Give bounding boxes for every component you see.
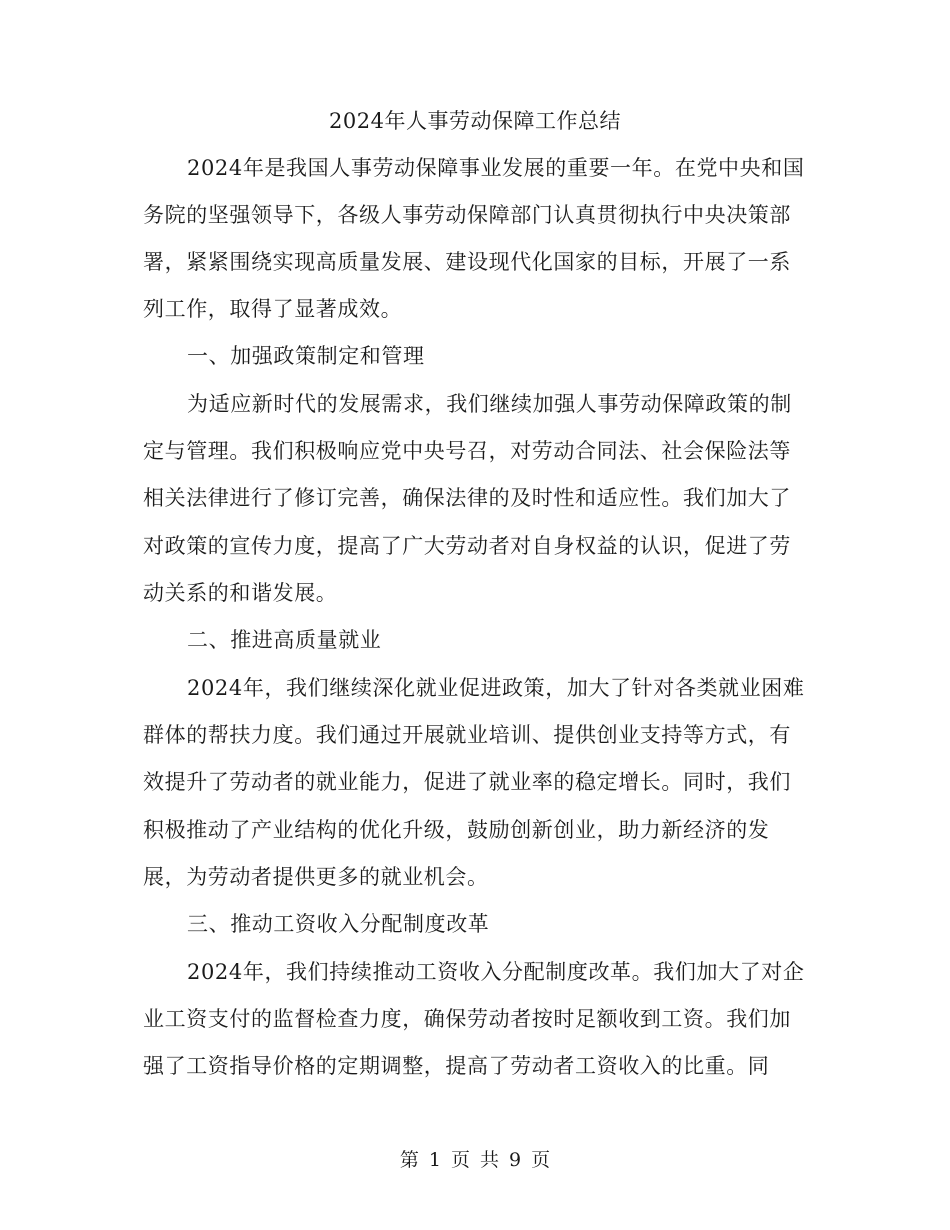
paragraph-line: 2024年，我们持续推动工资收入分配制度改革。我们加大了对企 [187, 960, 805, 984]
paragraph-line: 列工作，取得了显著成效。 [143, 297, 403, 321]
paragraph-line: 2024年是我国人事劳动保障事业发展的重要一年。在党中央和国 [187, 156, 805, 180]
paragraph-line: 业工资支付的监督检查力度，确保劳动者按时足额收到工资。我们加 [143, 1007, 791, 1031]
paragraph-line: 为适应新时代的发展需求，我们继续加强人事劳动保障政策的制 [187, 392, 792, 416]
paragraph-line: 群体的帮扶力度。我们通过开展就业培训、提供创业支持等方式，有 [143, 723, 791, 747]
section-heading: 三、推动工资收入分配制度改革 [187, 912, 490, 936]
paragraph-line: 积极推动了产业结构的优化升级，鼓励创新创业，助力新经济的发 [143, 818, 770, 842]
paragraph-line: 相关法律进行了修订完善，确保法律的及时性和适应性。我们加大了 [143, 486, 791, 510]
document-title: 2024年人事劳动保障工作总结 [329, 109, 621, 133]
paragraph-line: 效提升了劳动者的就业能力，促进了就业率的稳定增长。同时，我们 [143, 770, 791, 794]
paragraph-line: 定与管理。我们积极响应党中央号召，对劳动合同法、社会保险法等 [143, 439, 791, 463]
section-heading: 一、加强政策制定和管理 [187, 344, 425, 368]
paragraph-line: 署，紧紧围绕实现高质量发展、建设现代化国家的目标，开展了一系 [143, 250, 791, 274]
paragraph-line: 展，为劳动者提供更多的就业机会。 [143, 865, 489, 889]
paragraph-line: 动关系的和谐发展。 [143, 581, 338, 605]
paragraph-line: 强了工资指导价格的定期调整，提高了劳动者工资收入的比重。同 [143, 1054, 770, 1078]
section-heading: 二、推进高质量就业 [187, 628, 382, 652]
paragraph-line: 对政策的宣传力度，提高了广大劳动者对自身权益的认识，促进了劳 [143, 534, 791, 558]
page-number-footer: 第 1 页 共 9 页 [399, 1149, 551, 1171]
paragraph-line: 务院的坚强领导下，各级人事劳动保障部门认真贯彻执行中央决策部 [143, 203, 791, 227]
paragraph-line: 2024年，我们继续深化就业促进政策，加大了针对各类就业困难 [187, 676, 805, 700]
